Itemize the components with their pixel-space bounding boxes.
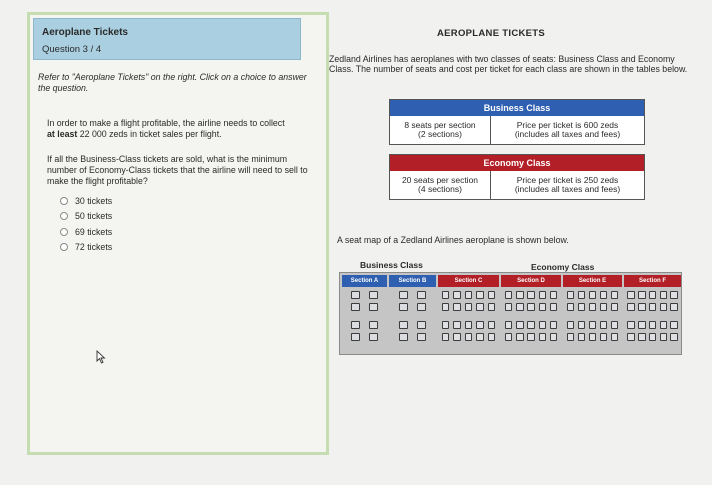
seat bbox=[600, 303, 608, 311]
seat bbox=[567, 333, 575, 341]
question-text: If all the Business-Class tickets are sold, what is the minimum number of Economy-Class tickets that the airline will need to sell to make the flight profitable? bbox=[47, 154, 308, 186]
business-table-header: Business Class bbox=[390, 100, 644, 116]
seat bbox=[550, 333, 558, 341]
seat bbox=[369, 291, 378, 299]
app-title: Aeroplane Tickets bbox=[42, 27, 128, 38]
seat bbox=[505, 333, 513, 341]
choice-label: 72 tickets bbox=[75, 242, 113, 252]
section-a-header: Section A bbox=[342, 275, 387, 287]
scenario-rest: 22 000 zeds in ticket sales per flight. bbox=[77, 129, 222, 139]
business-seats-line1: 8 seats per section bbox=[404, 119, 476, 130]
radio-button[interactable] bbox=[60, 197, 68, 205]
seat bbox=[442, 333, 450, 341]
seat bbox=[578, 321, 586, 329]
seat bbox=[567, 291, 575, 299]
seat bbox=[417, 321, 426, 329]
seat bbox=[417, 303, 426, 311]
seat bbox=[476, 333, 484, 341]
seat bbox=[476, 291, 484, 299]
seat bbox=[369, 321, 378, 329]
business-price-line1: Price per ticket is 600 zeds bbox=[516, 119, 619, 130]
seat bbox=[660, 303, 668, 311]
seat bbox=[476, 321, 484, 329]
economy-seats-line2: (4 sections) bbox=[418, 184, 462, 194]
seat bbox=[589, 291, 597, 299]
seat bbox=[550, 303, 558, 311]
seat bbox=[638, 333, 646, 341]
seat bbox=[442, 321, 450, 329]
scenario-text bbox=[47, 118, 309, 140]
seat bbox=[660, 321, 668, 329]
seat bbox=[369, 333, 378, 341]
seat bbox=[488, 321, 496, 329]
seat bbox=[399, 321, 408, 329]
choice-label: 69 tickets bbox=[75, 227, 113, 237]
seat bbox=[550, 321, 558, 329]
radio-button[interactable] bbox=[60, 212, 68, 220]
seat bbox=[627, 333, 635, 341]
choice-69-tickets[interactable] bbox=[60, 225, 112, 239]
choice-label: 30 tickets bbox=[75, 196, 113, 206]
seat bbox=[660, 291, 668, 299]
seat bbox=[476, 303, 484, 311]
seat bbox=[578, 333, 586, 341]
business-seats-line2: (2 sections) bbox=[418, 129, 462, 139]
choice-30-tickets[interactable] bbox=[60, 194, 112, 208]
seat bbox=[442, 303, 450, 311]
seat bbox=[649, 321, 657, 329]
seat bbox=[627, 291, 635, 299]
business-table-row bbox=[390, 116, 644, 144]
seat bbox=[670, 321, 678, 329]
seat bbox=[600, 291, 608, 299]
seat bbox=[351, 333, 360, 341]
seat bbox=[453, 321, 461, 329]
seat bbox=[453, 333, 461, 341]
seatmap-economy-label: Economy Class bbox=[531, 262, 595, 272]
economy-price-cell bbox=[491, 171, 644, 199]
seat bbox=[516, 303, 524, 311]
question-number: Question 3 / 4 bbox=[42, 44, 102, 55]
choice-50-tickets[interactable] bbox=[60, 209, 112, 223]
seat bbox=[417, 291, 426, 299]
seat bbox=[589, 333, 597, 341]
seat bbox=[399, 291, 408, 299]
seat bbox=[351, 321, 360, 329]
seat bbox=[465, 303, 473, 311]
seat bbox=[627, 303, 635, 311]
radio-button[interactable] bbox=[60, 243, 68, 251]
seat bbox=[417, 333, 426, 341]
seat bbox=[539, 321, 547, 329]
economy-class-table bbox=[389, 154, 645, 200]
seat bbox=[351, 291, 360, 299]
economy-table-row bbox=[390, 171, 644, 199]
section-d-header: Section D bbox=[501, 275, 561, 287]
business-price-cell bbox=[491, 116, 644, 144]
seat bbox=[488, 333, 496, 341]
seat bbox=[589, 321, 597, 329]
seat bbox=[627, 321, 635, 329]
seat bbox=[600, 321, 608, 329]
seat bbox=[638, 303, 646, 311]
seat bbox=[516, 321, 524, 329]
seat bbox=[505, 291, 513, 299]
business-seats-cell bbox=[390, 116, 491, 144]
seat bbox=[611, 291, 619, 299]
seat bbox=[527, 291, 535, 299]
seat bbox=[567, 321, 575, 329]
economy-table-header: Economy Class bbox=[390, 155, 644, 171]
mouse-pointer-icon bbox=[96, 350, 106, 364]
seat bbox=[539, 291, 547, 299]
seat bbox=[465, 333, 473, 341]
seat bbox=[638, 291, 646, 299]
choice-72-tickets[interactable] bbox=[60, 240, 112, 254]
seat bbox=[670, 291, 678, 299]
business-class-table bbox=[389, 99, 645, 145]
seat bbox=[567, 303, 575, 311]
choice-label: 50 tickets bbox=[75, 211, 113, 221]
seat bbox=[550, 291, 558, 299]
seat bbox=[638, 321, 646, 329]
section-c-header: Section C bbox=[438, 275, 499, 287]
section-e-header: Section E bbox=[563, 275, 622, 287]
economy-price-line1: Price per ticket is 250 zeds bbox=[516, 174, 619, 185]
seatmap-caption: A seat map of a Zedland Airlines aeroplane is shown below. bbox=[337, 235, 569, 245]
seat bbox=[539, 303, 547, 311]
business-price-line2: (includes all taxes and fees) bbox=[514, 129, 621, 139]
stimulus-intro: Zedland Airlines has aeroplanes with two classes of seats: Business Class and Economy Class. The number of seats and cost per ticket for each class are shown in the tables below. bbox=[329, 54, 688, 74]
seat bbox=[670, 333, 678, 341]
seat bbox=[527, 321, 535, 329]
scenario-bold: at least bbox=[47, 129, 78, 139]
seat-map bbox=[339, 272, 682, 355]
seat bbox=[611, 321, 619, 329]
seat bbox=[611, 333, 619, 341]
seat bbox=[453, 303, 461, 311]
seat bbox=[649, 291, 657, 299]
seat bbox=[516, 333, 524, 341]
scenario-line1: In order to make a flight profitable, the airline needs to collect bbox=[47, 118, 285, 128]
question-header bbox=[33, 18, 301, 60]
seat bbox=[527, 303, 535, 311]
seat bbox=[465, 321, 473, 329]
seat bbox=[611, 303, 619, 311]
seat bbox=[488, 291, 496, 299]
seat bbox=[649, 333, 657, 341]
instruction-text: Refer to "Aeroplane Tickets" on the right. Click on a choice to answer the question. bbox=[38, 72, 307, 93]
section-f-header: Section F bbox=[624, 275, 681, 287]
seat bbox=[649, 303, 657, 311]
section-b-header: Section B bbox=[389, 275, 436, 287]
seat bbox=[505, 321, 513, 329]
question-panel bbox=[27, 12, 329, 455]
economy-seats-cell bbox=[390, 171, 491, 199]
seat bbox=[505, 303, 513, 311]
seat bbox=[670, 303, 678, 311]
seat bbox=[578, 303, 586, 311]
seat bbox=[399, 303, 408, 311]
seat bbox=[539, 333, 547, 341]
seat bbox=[351, 303, 360, 311]
seat bbox=[369, 303, 378, 311]
seat bbox=[442, 291, 450, 299]
seat bbox=[600, 333, 608, 341]
seat bbox=[578, 291, 586, 299]
economy-price-line2: (includes all taxes and fees) bbox=[514, 184, 621, 194]
seat bbox=[465, 291, 473, 299]
seat bbox=[488, 303, 496, 311]
radio-button[interactable] bbox=[60, 228, 68, 236]
seat bbox=[399, 333, 408, 341]
seat bbox=[453, 291, 461, 299]
seatmap-business-label: Business Class bbox=[360, 260, 423, 270]
seat bbox=[660, 333, 668, 341]
economy-seats-line1: 20 seats per section bbox=[401, 174, 479, 185]
stimulus-title: AEROPLANE TICKETS bbox=[437, 28, 546, 39]
seat bbox=[516, 291, 524, 299]
seat bbox=[589, 303, 597, 311]
seat bbox=[527, 333, 535, 341]
